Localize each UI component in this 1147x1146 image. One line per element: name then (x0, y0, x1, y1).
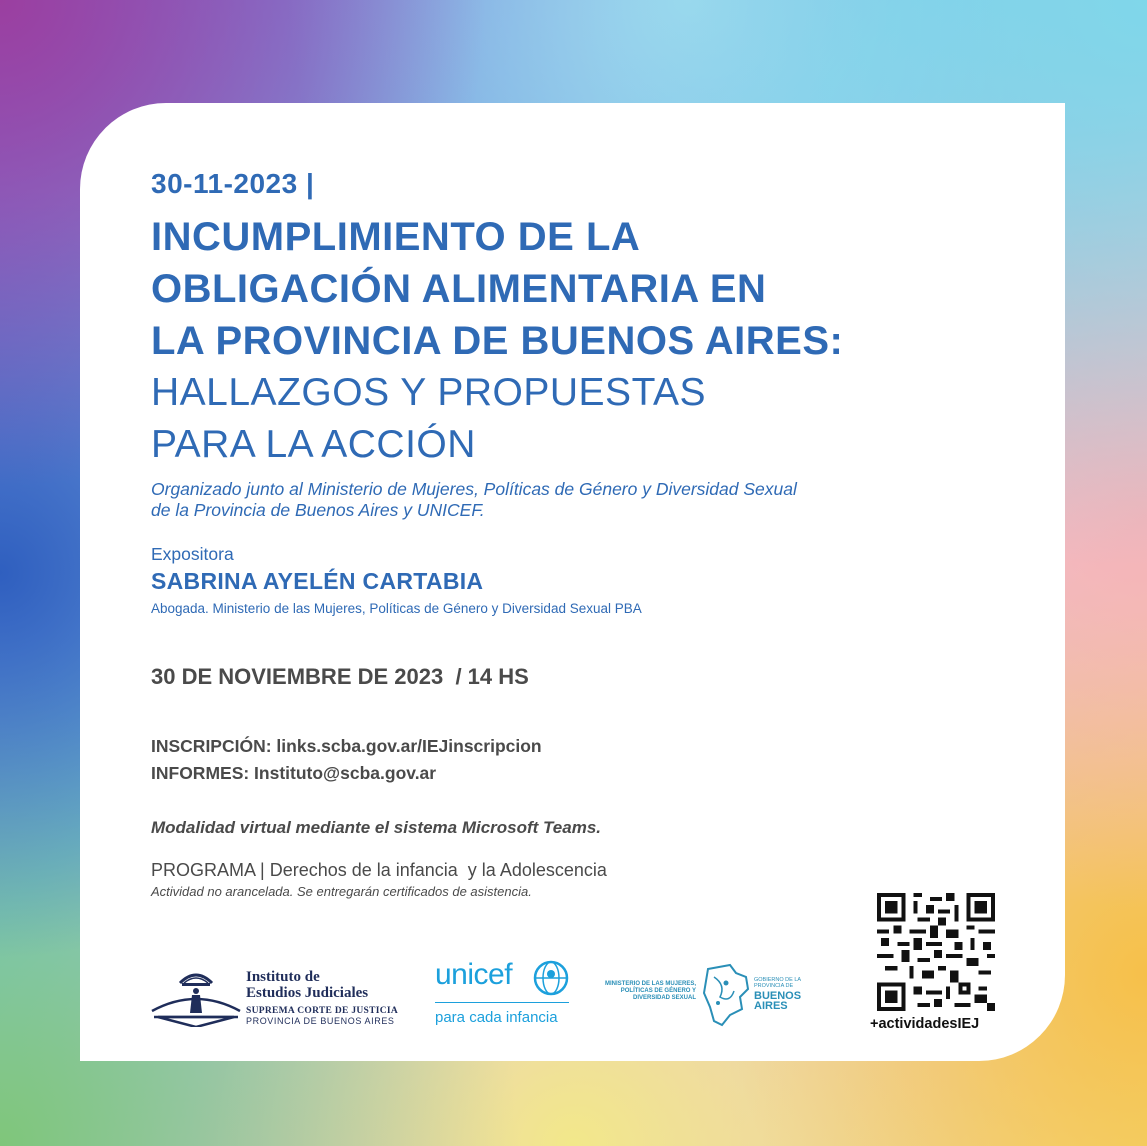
modality-note: Modalidad virtual mediante el sistema Microsoft Teams. (151, 818, 601, 837)
iej-name-line1: Instituto de (246, 969, 320, 985)
event-title (151, 211, 843, 367)
subtitle-line: PARA LA ACCIÓN (151, 423, 476, 466)
unicef-globe-icon (533, 960, 569, 996)
buenos-word: BUENOS (754, 990, 802, 1002)
unicef-divider (435, 1002, 569, 1003)
organizer-line: de la Provincia de Buenos Aires y UNICEF. (151, 500, 485, 520)
contact-email[interactable]: INFORMES: Instituto@scba.gov.ar (151, 763, 437, 783)
iej-logo (150, 961, 400, 1031)
unicef-wordmark: unicef (435, 958, 513, 991)
organizer-note (151, 479, 797, 521)
event-date-header: 30-11-2023 | (151, 168, 315, 199)
event-subtitle (151, 367, 706, 471)
registration-link[interactable]: INSCRIPCIÓN: links.scba.gov.ar/IEJinscripcion (151, 736, 542, 756)
flyer-card (80, 103, 1065, 1061)
unicef-logo (435, 958, 575, 1033)
buenos-aires-label (754, 991, 801, 1011)
ministerio-logo (602, 963, 807, 1033)
qr-label: +actividadesIEJ (870, 1016, 980, 1032)
gobierno-label: GOBIERNO DE LA PROVINCIA DE (754, 977, 801, 989)
aires-word: AIRES (754, 1000, 788, 1012)
qr-code-icon[interactable] (877, 893, 995, 1011)
organizer-line: Organizado junto al Ministerio de Mujeres, Políticas de Género y Diversidad Sexual (151, 479, 797, 499)
province-map-icon (700, 963, 752, 1029)
iej-court-line: SUPREMA CORTE DE JUSTICIA (246, 1006, 399, 1016)
title-line: INCUMPLIMIENTO DE LA (151, 215, 641, 259)
ministerio-text: MINISTERIO DE LAS MUJERES, POLÍTICAS DE GÉNERO Y DIVERSIDAD SEXUAL (604, 981, 696, 1001)
title-line: LA PROVINCIA DE BUENOS AIRES: (151, 319, 844, 363)
program-name: PROGRAMA | Derechos de la infancia y la Adolescencia (151, 860, 607, 880)
title-line: OBLIGACIÓN ALIMENTARIA EN (151, 267, 767, 311)
unicef-tagline: para cada infancia (435, 1009, 558, 1026)
speaker-name: SABRINA AYELÉN CARTABIA (151, 568, 484, 594)
iej-province-line: PROVINCIA DE BUENOS AIRES (246, 1016, 395, 1026)
event-datetime: 30 DE NOVIEMBRE DE 2023 / 14 HS (151, 664, 529, 689)
certificate-note: Actividad no arancelada. Se entregarán certificados de asistencia. (151, 884, 532, 899)
subtitle-line: HALLAZGOS Y PROPUESTAS (151, 371, 707, 414)
speaker-role: Abogada. Ministerio de las Mujeres, Políticas de Género y Diversidad Sexual PBA (151, 601, 642, 616)
iej-emblem-icon (150, 961, 242, 1027)
iej-name-line2: Estudios Judiciales (246, 985, 369, 1001)
speaker-label: Expositora (151, 544, 234, 564)
